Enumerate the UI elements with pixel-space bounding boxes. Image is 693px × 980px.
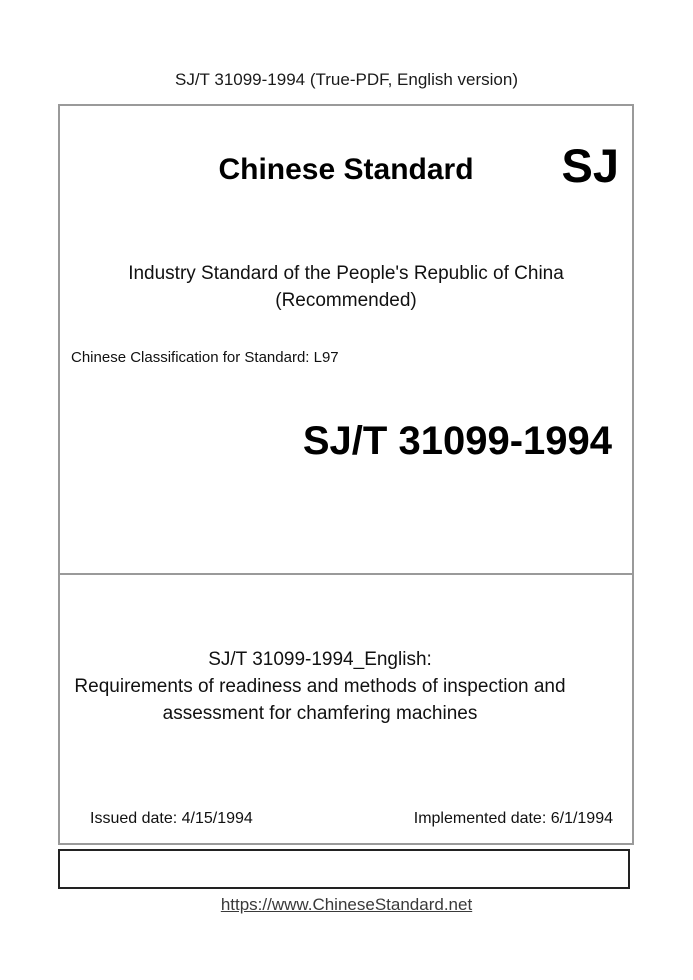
empty-info-bar [58,849,630,889]
english-title-line-1: SJ/T 31099-1994_English: [208,649,432,670]
recommended-line: (Recommended) [275,290,417,311]
standard-type-line: Industry Standard of the People's Republic of China [128,263,564,284]
standard-number: SJ/T 31099-1994 [302,419,612,463]
english-title-line-3: assessment for chamfering machines [162,703,478,724]
implemented-date: Implemented date: 6/1/1994 [413,810,613,827]
english-title-block [60,646,580,727]
cover-box [58,104,634,845]
english-title-line-2: Requirements of readiness and methods of inspection and [74,676,566,697]
brand-title: Chinese Standard [218,153,474,186]
document-header-title: SJ/T 31099-1994 (True-PDF, English version) [175,70,518,89]
section-divider [60,573,632,575]
sj-logo: SJ [561,139,619,192]
dates-row [90,811,613,827]
issued-date: Issued date: 4/15/1994 [90,810,253,827]
classification-line: Chinese Classification for Standard: L97 [71,349,339,366]
footer [0,895,693,915]
website-link[interactable]: https://www.ChineseStandard.net [220,895,473,914]
